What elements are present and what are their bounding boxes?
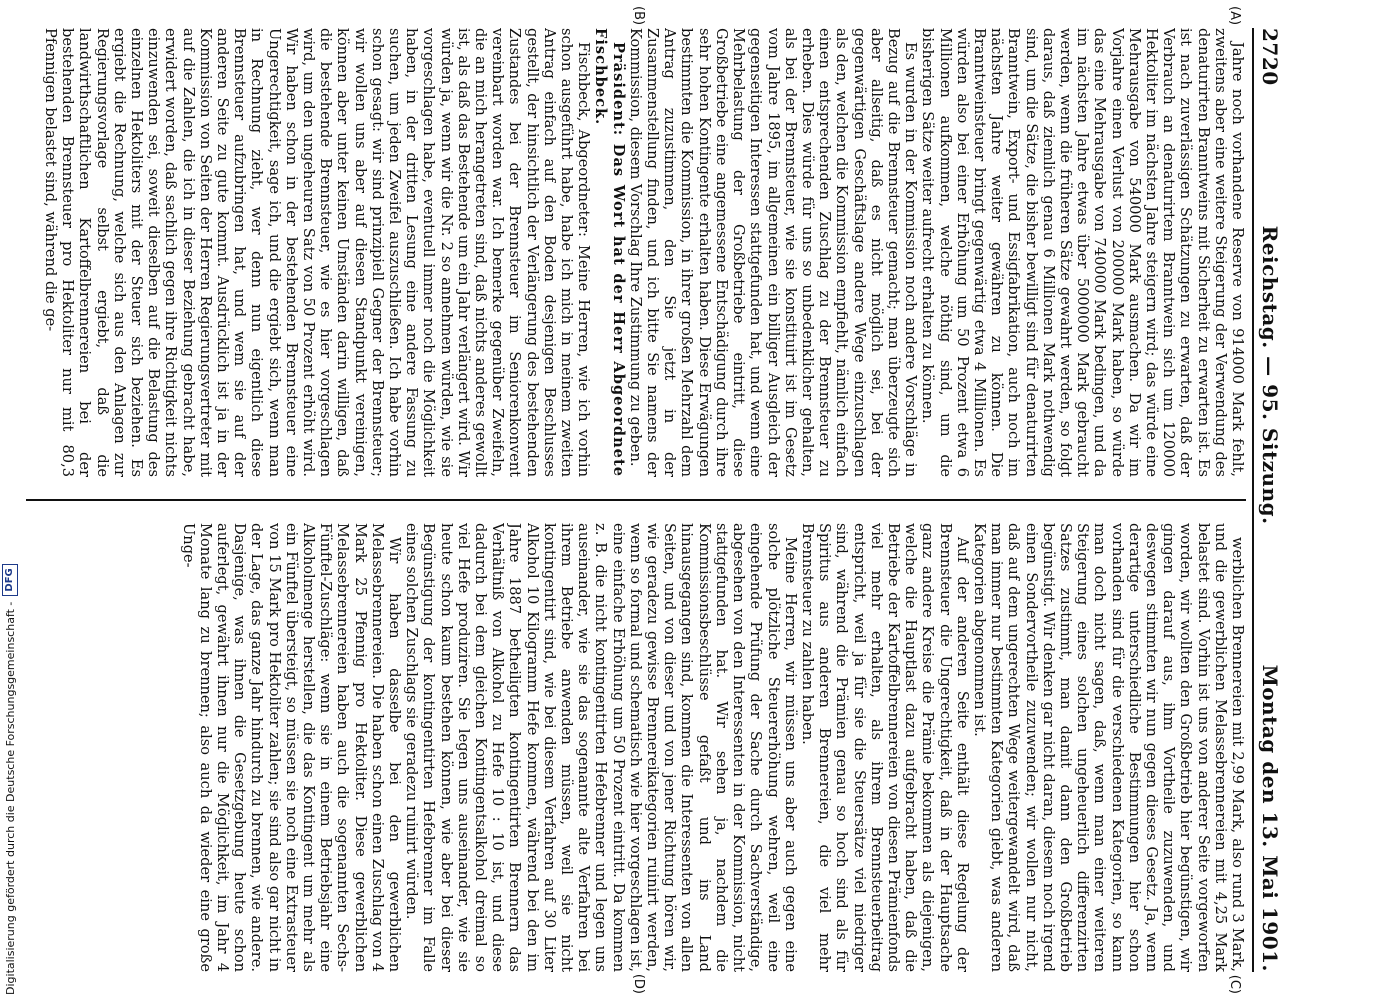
text-columns bbox=[26, 6, 1246, 994]
column-divider bbox=[26, 499, 1246, 501]
left-column bbox=[26, 28, 1246, 477]
speaker-line: Präsident: Das Wort hat der Herr Abgeordnete Fischbeck. bbox=[592, 28, 627, 477]
paragraph: Wir haben dasselbe bei den gewerblichen Melassebrennereien. Die haben schon einen Zuschlag von 4 Mark 25 Pfennig pro Hektoliter. Diese gewerblichen Melassebrennereien haben auch die sogenannten Sechs-Fünftel-Zuschläge: wenn sie in einem Betriebsjahr eine Alkoholmenge herstellen, die das Kontingent um mehr als ein Fünftel übersteigt, so müssen sie noch eine Extrasteuer von 15 Mark pro Hektoliter zahlen; sie sind also gar nicht in der Lage, das ganze Jahr hindurch zu brennen, wie andere. Dasjenige, was ihnen die Gesetzgebung heute schon auferlegt, gewährt ihnen nur die Möglichkeit, im Jahr 4 Monate lang zu brennen; also auch da wieder eine große Unge- bbox=[179, 523, 404, 972]
digitization-credit bbox=[2, 564, 18, 995]
dfg-logo: DFG bbox=[2, 564, 18, 595]
margin-marker-b: (B) bbox=[631, 6, 646, 26]
paragraph: Es wurden in der Kommission noch andere Vorschläge in Bezug auf die Brennsteuer gemacht; man überzeugte sich aber allseitig, daß es nicht möglich sei, bei der gegenwärtigen Geschäftslage andere Wege einzuschlagen als den, welchen die Kommission empfiehlt, nämlich einfach einen entsprechenden Zuschlag zu der Brennsteuer zu erheben. Dies würde für uns so unbedenklicher gehalten, als bei der Brennsteuer, wie sie konstituirt ist im Gesetz vom Jahre 1895, im allgemeinen ein billiger Ausgleich der gegenseitigen Interessen stattgefunden hat, und wenn eine Mehrbelastung der Großbetriebe eintritt, diese Großbetriebe eine angemessene Entschädigung durch ihre sehr hohen Kontingente erhalten haben. Diese Erwägungen bestimmten die Kommission, in ihrer großen Mehrzahl dem Antrag zuzustimmen, den Sie jetzt in der Zusammenstellung finden, und ich bitte Sie namens der Kommission, diesem Vorschlag Ihre Zustimmung zu geben. bbox=[626, 28, 920, 477]
paragraph: Auf der anderen Seite enthält diese Regelung der Brennsteuer die Ungerechtigkeit, daß in der Hauptsache ganz andere Kreise die Prämie bekommen als diejenigen, welche die Hauptlast dazu aufgebracht haben, daß die Betriebe der Kartoffelbrennereien von diesen Prämienfonds viel mehr erhalten, als ihrem Brennsteuerbeitrag entspricht, weil ja für sie die Steuersätze viel niedriger sind, während die Prämien genau so hoch sind als für Spiritus aus anderen Brennereien, die viel mehr Brennsteuer zu zahlen haben. bbox=[798, 523, 971, 972]
page-number: 2720 bbox=[1258, 28, 1282, 86]
margin-marker-c: (C) bbox=[1227, 974, 1242, 994]
margin-marker-a: (A) bbox=[1227, 6, 1242, 26]
paragraph: Fischbeck, Abgeordneter: Meine Herren, wie ich vorhin schon ausgeführt habe, habe ich mich in meinem zweiten Antrag einfach auf den Boden desjenigen Beschlusses gestellt, der hinsichtlich der Verlängerung des bestehenden Zustandes bei der Brennsteuer im Seniorenkonvent vereinbart worden war. Ich bemerke gegenüber Zweifeln, die an mich herangetreten sind, daß nichts anderes gewollt ist, als daß das Bestehende um ein Jahr verlängert wird. Wir würden ja, wenn wir die Nr. 2 so annehmen würden, wie sie vorgeschlagen habe, eventuell immer noch die Möglichkeit haben, in der dritten Lesung eine andere Fassung zu suchen, um jeden Zweifel auszuschließen. Ich habe vorhin schon gesagt: wir sind prinzipiell Gegner der Brennsteuer; wir wollen uns aber auf diesen Standpunkt vereinigen, können aber unter keinen Umständen darin willigen, daß die bestehende Brennsteuer, wie es hier vorgeschlagen wird, um den ungeheuren Satz von 50 Prozent erhöht wird. Wir haben schon in der bestehenden Brennsteuer eine Ungerechtigkeit, sage ich, und die ergiebt sich, wenn man in Rechnung zieht, wer denn nun eigentlich diese Brennsteuer aufzubringen hat, und wem sie auf der anderen Seite zu gute kommt. Ausdrücklich ist ja in der Kommission von Seiten der Herren Regierungsvertreter mit auf die Zahlen, die ich in dieser Beziehung gebracht habe, erwidert worden, daß sachlich gegen ihre Richtigkeit nichts einzuwenden sei, soweit dieselben auf die Belastung des einzelnen Hektoliters mit der Steuer sich beziehen. Es ergiebt die Rechnung, welche sich aus den Anlagen zur Regierungsvorlage selbst ergiebt, daß die landwirthschaftlichen Kartoffelbrennereien bei der bestehenden Brennsteuer pro Hektoliter nur mit 80,3 Pfennigen belastet sind, während die ge- bbox=[41, 28, 593, 477]
right-column bbox=[26, 523, 1246, 972]
paragraph: werblichen Brennereien mit 2,99 Mark, also rund 3 Mark, und die gewerblichen Melassebrennereien mit 4,25 Mark belastet sind. Vorhin ist uns von anderer Seite vorgeworfen worden, wir wollten den Großbetrieb hier begünstigen, wir gingen darauf aus, ihm Vortheile zuzuwenden, und deswegen stimmten wir nun gegen dieses Gesetz. Ja, wenn derartige unterschiedliche Bestimmungen hier schon vorhanden sind für die verschiedenen Kategorien, so kann man doch nicht sagen, daß, wenn man einer weiteren Steigerung eines solchen ungeheuerlich differenzirten Satzes zustimmt, man damit dann den Großbetrieb begünstigt. Wir denken gar nicht daran, diesem noch irgend einen Sondervortheile zuzuwenden; wir wollen nur nicht, daß auf dem ungerechten Wege weitergewandelt wird, daß man immer nur bestimmten Kategorien giebt, was anderen Kategorien abgenommen ist. bbox=[970, 523, 1246, 972]
credit-text: Digitalisierung gefördert durch die Deutsche Forschungsgemeinschaft - bbox=[3, 601, 17, 995]
margin-marker-d: (D) bbox=[631, 973, 646, 994]
page-header bbox=[1252, 28, 1282, 972]
page-title: Reichstag. — 95. Sitzung. bbox=[1258, 225, 1282, 525]
paragraph: Jahre noch vorhandene Reserve von 914000 Mark fehlt, zweitens aber eine weitere Steigerung der Verwendung des denaturirten Branntweins mit Sicherheit zu erwarten ist. Es ist nach zuverlässigen Schätzungen zu erwarten, daß der Verbrauch an denaturirtem Branntwein sich um 120000 Hektoliter im nächsten Jahre steigern wird; das würde eine Mehrausgabe von 540000 Mark ausmachen. Da wir im Vorjahre einen Verlust von 200000 Mark haben, so würde das eine Mehrausgabe von 740000 Mark bedingen, und da im nächsten Jahre etwas über 5000000 Mark gebraucht werden, wenn die früheren Sätze gewahrt werden, so folgt daraus, daß ziemlich genau 6 Millionen Mark nothwendig sind, um die Sätze, die bisher bewilligt sind für denaturirten Branntwein, Export- und Essigfabrikation, auch noch im nächsten Jahre weiter gewähren zu können. Die Branntweinsteuer bringt gegenwärtig etwa 4 Millionen. Es würden also bei einer Erhöhung um 50 Prozent etwa 6 Millionen aufkommen, welche nöthig sind, um die bisherigen Sätze weiter aufrecht erhalten zu können. bbox=[919, 28, 1246, 477]
paragraph: Meine Herren, wir müssen uns aber auch gegen eine solche plötzliche Steuererhöhung wehren, weil eine eingehende Prüfung der Sache durch Sachverständige, abgesehen von den Interessenten in der Kommission, nicht stattgefunden hat. Wir sehen ja, nachdem die Kommissionsbeschlüsse gefaßt und ins Land hinausgegangen sind, kommen die Interessenten von allen Seiten, und von dieser und von jener Richtung hören wir, wie geradezu gewisse Brennereikategorien ruinirt werden, wenn so formal und schematisch wie hier vorgeschlagen ist, eine einfache Erhöhung um 50 Prozent eintritt. Da kommen z. B. die nicht kontingentirten Hefebrenner und legen uns auseinander, wie sie das sogenannte alte Verfahren bei ihrem Betriebe anwenden müssen, weil sie nicht kontingentirt sind, wie bei diesem Verfahren auf 30 Liter Alkohol 10 Kilogramm Hefe kommen, während bei den im Jahre 1887 betheiligten kontingentirten Brennern das Verhältniß von Alkohol zu Hefe 10 : 10 ist, und diese dadurch bei dem gleichen Kontingentsalkohol dreimal so viel Hefe produziren. Sie legen uns auseinander, wie sie heute schon kaum bestehen können, wie aber bei dieser Begünstigung der kontingentirten Hefebrenner im Falle eines solchen Zuschlags sie geradezu ruinirt würden. bbox=[403, 523, 799, 972]
page-date: Montag den 13. Mai 1901. bbox=[1258, 664, 1282, 972]
